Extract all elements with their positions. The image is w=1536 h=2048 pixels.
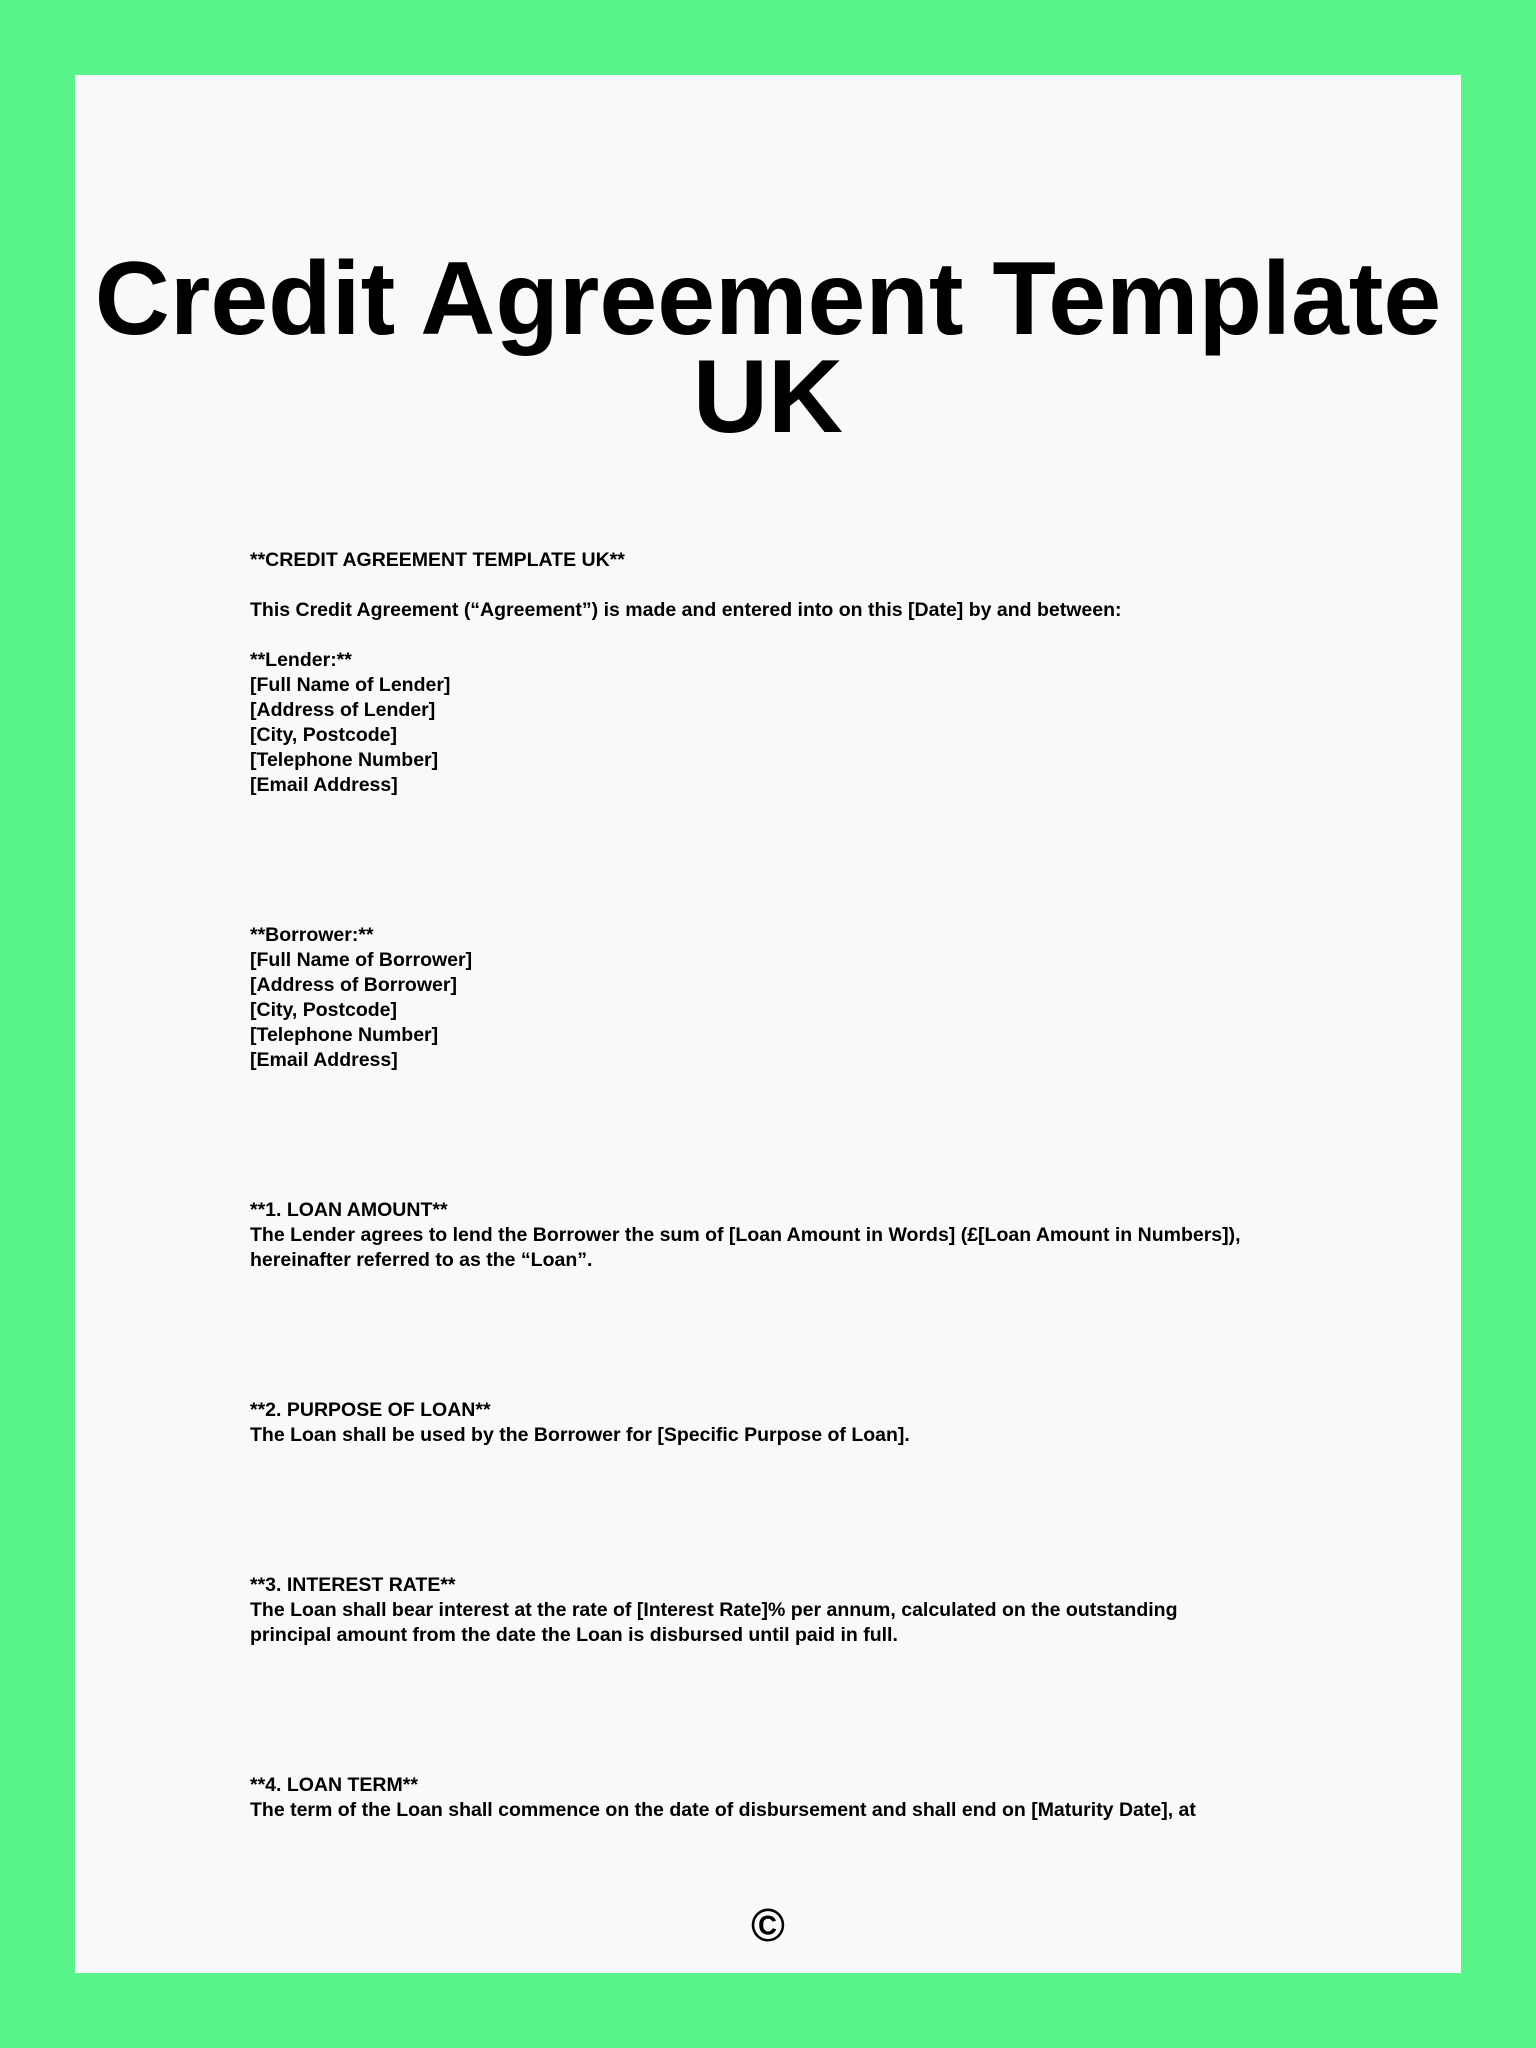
lender-block [250,648,1370,798]
section-heading: **3. INTEREST RATE** [250,1574,456,1596]
section-purpose-of-loan [250,1398,1370,1448]
intro-paragraph: This Credit Agreement (“Agreement”) is made and entered into on this [Date] by and between: [250,599,1122,621]
lender-line: [City, Postcode] [250,724,397,746]
borrower-line: [Address of Borrower] [250,974,457,996]
copyright-symbol: © [751,1899,785,1951]
section-text: hereinafter referred to as the “Loan”. [250,1249,593,1271]
section-text: The Lender agrees to lend the Borrower the sum of [Loan Amount in Words] (£[Loan Amount in Numbers]), [250,1224,1241,1246]
body-heading: **CREDIT AGREEMENT TEMPLATE UK** [250,549,625,571]
title-line-2: UK [692,339,844,455]
borrower-block [250,923,1370,1073]
borrower-line: [Telephone Number] [250,1024,439,1046]
borrower-line: [Full Name of Borrower] [250,949,473,971]
borrower-line: [Email Address] [250,1049,398,1071]
section-text: The term of the Loan shall commence on the date of disbursement and shall end on [Maturity Date], at [250,1799,1196,1821]
lender-line: [Email Address] [250,774,398,796]
section-interest-rate [250,1573,1370,1648]
title-line-1: Credit Agreement Template [94,241,1442,357]
document-body [250,548,1370,1823]
section-text: The Loan shall be used by the Borrower for [Specific Purpose of Loan]. [250,1424,910,1446]
section-text: The Loan shall bear interest at the rate of [Interest Rate]% per annum, calculated on the outstanding [250,1599,1178,1621]
borrower-line: [City, Postcode] [250,999,397,1021]
borrower-label: **Borrower:** [250,924,374,946]
lender-line: [Full Name of Lender] [250,674,451,696]
document-title [75,241,1461,455]
section-loan-amount [250,1198,1370,1273]
section-text: principal amount from the date the Loan is disbursed until paid in full. [250,1624,898,1646]
lender-line: [Telephone Number] [250,749,439,771]
section-heading: **1. LOAN AMOUNT** [250,1199,448,1221]
section-heading: **4. LOAN TERM** [250,1774,418,1796]
lender-line: [Address of Lender] [250,699,436,721]
lender-label: **Lender:** [250,649,352,671]
section-heading: **2. PURPOSE OF LOAN** [250,1399,491,1421]
section-loan-term [250,1773,1370,1823]
